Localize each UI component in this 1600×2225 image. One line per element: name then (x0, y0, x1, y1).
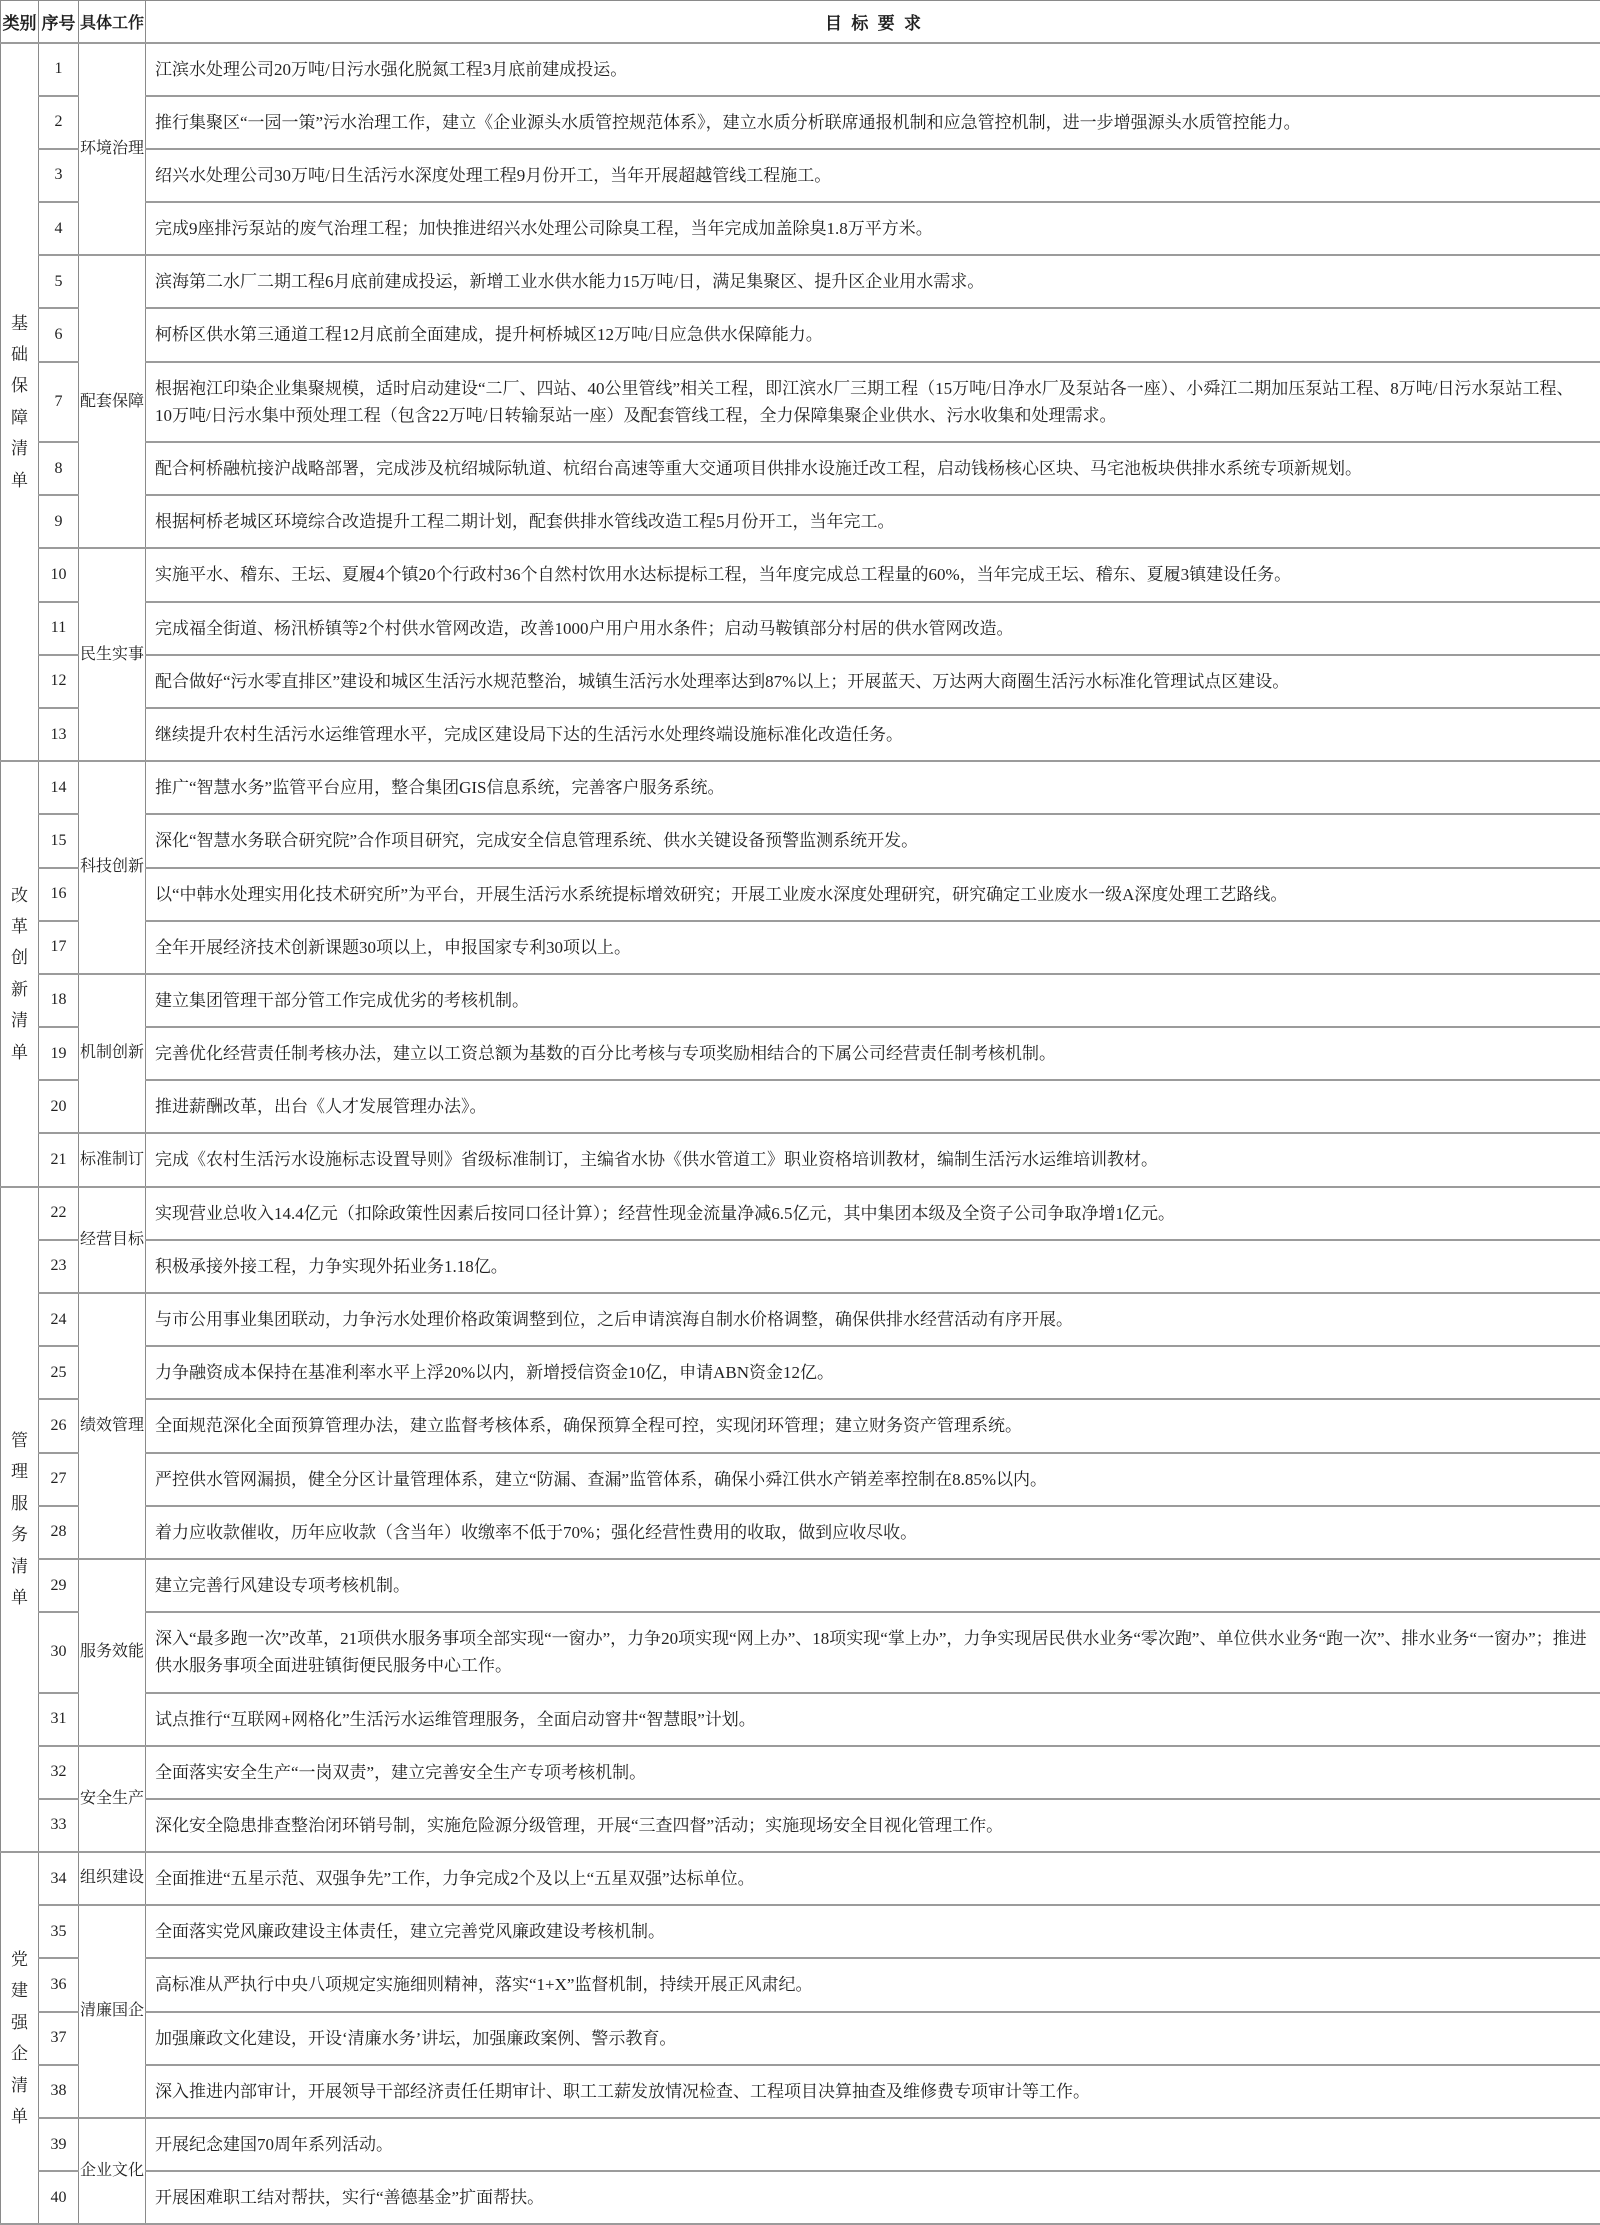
table-row (1, 2171, 1600, 2224)
table-row (1, 2012, 1600, 2065)
table-row (1, 655, 1600, 708)
target-requirement-cell: 根据袍江印染企业集聚规模，适时启动建设“二厂、四站、40公里管线”相关工程，即江滨水厂三期工程（15万吨/日净水厂及泵站各一座）、小舜江二期加压泵站工程、8万吨/日污水泵站工程、10万吨/日污水集中预处理工程（包含22万吨/日转输泵站一座）及配套管线工程，全力保障集聚企业供水、污水收集和处理需求。 (146, 362, 1600, 442)
row-number: 8 (39, 442, 79, 495)
target-requirement-cell: 完成福全街道、杨汛桥镇等2个村供水管网改造，改善1000户用户用水条件；启动马鞍镇部分村居的供水管网改造。 (146, 602, 1600, 655)
table-row (1, 255, 1600, 308)
work-group-cell: 组织建设 (79, 1852, 146, 1905)
target-requirement-cell: 建立集团管理干部分管工作完成优劣的考核机制。 (146, 974, 1600, 1027)
table-row (1, 1693, 1600, 1746)
table-row (1, 1187, 1600, 1240)
table-row (1, 1293, 1600, 1346)
table-row (1, 1346, 1600, 1399)
table-row (1, 1958, 1600, 2011)
row-number: 37 (39, 2012, 79, 2065)
target-requirement-cell: 根据柯桥老城区环境综合改造提升工程二期计划，配套供排水管线改造工程5月份开工，当年完工。 (146, 495, 1600, 548)
table-row (1, 1852, 1600, 1905)
work-group-cell: 标准制订 (79, 1133, 146, 1186)
row-number: 14 (39, 761, 79, 814)
work-group-cell: 配套保障 (79, 255, 146, 548)
row-number: 12 (39, 655, 79, 708)
header-target: 目标要求 (146, 1, 1600, 43)
work-group-cell: 经营目标 (79, 1187, 146, 1293)
target-requirement-cell: 完成9座排污泵站的废气治理工程；加快推进绍兴水处理公司除臭工程，当年完成加盖除臭1.8万平方米。 (146, 202, 1600, 255)
table-row (1, 1746, 1600, 1799)
table-row (1, 548, 1600, 601)
target-requirement-cell: 柯桥区供水第三通道工程12月底前全面建成，提升柯桥城区12万吨/日应急供水保障能力。 (146, 308, 1600, 361)
target-requirement-cell: 滨海第二水厂二期工程6月底前建成投运，新增工业水供水能力15万吨/日，满足集聚区、提升区企业用水需求。 (146, 255, 1600, 308)
row-number: 33 (39, 1799, 79, 1852)
table-row (1, 1027, 1600, 1080)
category-label: 基础保障清单 (10, 308, 29, 497)
row-number: 26 (39, 1399, 79, 1452)
row-number: 5 (39, 255, 79, 308)
table-row (1, 43, 1600, 96)
row-number: 24 (39, 1293, 79, 1346)
row-number: 21 (39, 1133, 79, 1186)
work-group-cell: 机制创新 (79, 974, 146, 1134)
table-row (1, 1612, 1600, 1692)
row-number: 3 (39, 149, 79, 202)
row-number: 29 (39, 1559, 79, 1612)
table-row (1, 708, 1600, 761)
category-label: 管理服务清单 (10, 1425, 29, 1614)
row-number: 2 (39, 96, 79, 149)
header-work: 具体工作 (79, 1, 146, 43)
table-row (1, 868, 1600, 921)
target-requirement-cell: 建立完善行风建设专项考核机制。 (146, 1559, 1600, 1612)
table-row (1, 1799, 1600, 1852)
table-row (1, 495, 1600, 548)
table-row (1, 1399, 1600, 1452)
table-row (1, 1080, 1600, 1133)
table-row (1, 362, 1600, 442)
target-requirement-cell: 全面落实党风廉政建设主体责任，建立完善党风廉政建设考核机制。 (146, 1905, 1600, 1958)
target-requirement-cell: 推广“智慧水务”监管平台应用，整合集团GIS信息系统，完善客户服务系统。 (146, 761, 1600, 814)
category-label: 改革创新清单 (10, 880, 29, 1069)
row-number: 38 (39, 2065, 79, 2118)
table-row (1, 1133, 1600, 1186)
table-row (1, 202, 1600, 255)
target-requirement-cell: 实施平水、稽东、王坛、夏履4个镇20个行政村36个自然村饮用水达标提标工程，当年度完成总工程量的60%，当年完成王坛、稽东、夏履3镇建设任务。 (146, 548, 1600, 601)
target-requirement-cell: 推进薪酬改革，出台《人才发展管理办法》。 (146, 1080, 1600, 1133)
target-requirement-cell: 与市公用事业集团联动，力争污水处理价格政策调整到位，之后申请滨海自制水价格调整，确保供排水经营活动有序开展。 (146, 1293, 1600, 1346)
table-row (1, 96, 1600, 149)
table-row (1, 602, 1600, 655)
row-number: 1 (39, 43, 79, 96)
target-requirement-cell: 全面规范深化全面预算管理办法，建立监督考核体系，确保预算全程可控，实现闭环管理；建立财务资产管理系统。 (146, 1399, 1600, 1452)
category-cell (1, 761, 39, 1187)
target-requirement-cell: 继续提升农村生活污水运维管理水平，完成区建设局下达的生活污水处理终端设施标准化改造任务。 (146, 708, 1600, 761)
target-requirement-cell: 绍兴水处理公司30万吨/日生活污水深度处理工程9月份开工，当年开展超越管线工程施工。 (146, 149, 1600, 202)
row-number: 17 (39, 921, 79, 974)
target-requirement-cell: 积极承接外接工程，力争实现外拓业务1.18亿。 (146, 1240, 1600, 1293)
target-requirement-cell: 深化安全隐患排查整治闭环销号制，实施危险源分级管理，开展“三查四督”活动；实施现场安全目视化管理工作。 (146, 1799, 1600, 1852)
header-number: 序号 (39, 1, 79, 43)
target-requirement-cell: 开展纪念建国70周年系列活动。 (146, 2118, 1600, 2171)
table-row (1, 2065, 1600, 2118)
row-number: 31 (39, 1693, 79, 1746)
table-row (1, 149, 1600, 202)
header-category: 类别 (1, 1, 39, 43)
row-number: 20 (39, 1080, 79, 1133)
table-row (1, 1240, 1600, 1293)
target-requirement-cell: 全面推进“五星示范、双强争先”工作，力争完成2个及以上“五星双强”达标单位。 (146, 1852, 1600, 1905)
table-row (1, 761, 1600, 814)
row-number: 6 (39, 308, 79, 361)
row-number: 15 (39, 814, 79, 867)
row-number: 10 (39, 548, 79, 601)
row-number: 40 (39, 2171, 79, 2224)
target-requirement-cell: 全年开展经济技术创新课题30项以上，申报国家专利30项以上。 (146, 921, 1600, 974)
target-requirement-cell: 高标准从严执行中央八项规定实施细则精神，落实“1+X”监督机制，持续开展正风肃纪。 (146, 1958, 1600, 2011)
target-requirement-cell: 江滨水处理公司20万吨/日污水强化脱氮工程3月底前建成投运。 (146, 43, 1600, 96)
target-requirement-cell: 配合柯桥融杭接沪战略部署，完成涉及杭绍城际轨道、杭绍台高速等重大交通项目供排水设施迁改工程，启动钱杨核心区块、马宅池板块供排水系统专项新规划。 (146, 442, 1600, 495)
target-requirement-cell: 开展困难职工结对帮扶，实行“善德基金”扩面帮扶。 (146, 2171, 1600, 2224)
table-row (1, 814, 1600, 867)
work-group-cell: 绩效管理 (79, 1293, 146, 1559)
category-cell (1, 1852, 39, 2224)
target-requirement-cell: 力争融资成本保持在基准利率水平上浮20%以内，新增授信资金10亿，申请ABN资金12亿。 (146, 1346, 1600, 1399)
target-requirement-cell: 全面落实安全生产“一岗双责”，建立完善安全生产专项考核机制。 (146, 1746, 1600, 1799)
table-row (1, 974, 1600, 1027)
table-row (1, 442, 1600, 495)
table-row (1, 1506, 1600, 1559)
row-number: 27 (39, 1453, 79, 1506)
work-group-cell: 清廉国企 (79, 1905, 146, 2118)
target-requirement-cell: 配合做好“污水零直排区”建设和城区生活污水规范整治，城镇生活污水处理率达到87%以上；开展蓝天、万达两大商圈生活污水标准化管理试点区建设。 (146, 655, 1600, 708)
work-group-cell: 安全生产 (79, 1746, 146, 1852)
table-row (1, 308, 1600, 361)
target-requirement-cell: 推行集聚区“一园一策”污水治理工作，建立《企业源头水质管控规范体系》，建立水质分析联席通报机制和应急管控机制，进一步增强源头水质管控能力。 (146, 96, 1600, 149)
target-requirement-cell: 深化“智慧水务联合研究院”合作项目研究，完成安全信息管理系统、供水关键设备预警监测系统开发。 (146, 814, 1600, 867)
work-group-cell: 环境治理 (79, 43, 146, 256)
target-requirement-cell: 以“中韩水处理实用化技术研究所”为平台，开展生活污水系统提标增效研究；开展工业废水深度处理研究，研究确定工业废水一级A深度处理工艺路线。 (146, 868, 1600, 921)
target-requirement-cell: 严控供水管网漏损，健全分区计量管理体系，建立“防漏、查漏”监管体系，确保小舜江供水产销差率控制在8.85%以内。 (146, 1453, 1600, 1506)
target-requirement-cell: 完善优化经营责任制考核办法，建立以工资总额为基数的百分比考核与专项奖励相结合的下属公司经营责任制考核机制。 (146, 1027, 1600, 1080)
work-group-cell: 科技创新 (79, 761, 146, 974)
work-group-cell: 服务效能 (79, 1559, 146, 1746)
row-number: 32 (39, 1746, 79, 1799)
row-number: 9 (39, 495, 79, 548)
row-number: 16 (39, 868, 79, 921)
row-number: 30 (39, 1612, 79, 1692)
row-number: 25 (39, 1346, 79, 1399)
target-requirement-cell: 着力应收款催收，历年应收款（含当年）收缴率不低于70%；强化经营性费用的收取，做到应收尽收。 (146, 1506, 1600, 1559)
row-number: 28 (39, 1506, 79, 1559)
target-requirement-cell: 完成《农村生活污水设施标志设置导则》省级标准制订，主编省水协《供水管道工》职业资格培训教材，编制生活污水运维培训教材。 (146, 1133, 1600, 1186)
category-label: 党建强企清单 (10, 1944, 29, 2133)
row-number: 13 (39, 708, 79, 761)
row-number: 19 (39, 1027, 79, 1080)
target-requirement-cell: 加强廉政文化建设，开设‘清廉水务’讲坛，加强廉政案例、警示教育。 (146, 2012, 1600, 2065)
row-number: 22 (39, 1187, 79, 1240)
row-number: 4 (39, 202, 79, 255)
table-row (1, 921, 1600, 974)
work-group-cell: 民生实事 (79, 548, 146, 761)
table-row (1, 1453, 1600, 1506)
header-row (1, 1, 1600, 43)
row-number: 18 (39, 974, 79, 1027)
table-row (1, 2118, 1600, 2171)
target-requirement-cell: 深入推进内部审计，开展领导干部经济责任任期审计、职工工薪发放情况检查、工程项目决算抽查及维修费专项审计等工作。 (146, 2065, 1600, 2118)
table-row (1, 1905, 1600, 1958)
target-requirement-cell: 试点推行“互联网+网格化”生活污水运维管理服务，全面启动窨井“智慧眼”计划。 (146, 1693, 1600, 1746)
target-requirement-cell: 实现营业总收入14.4亿元（扣除政策性因素后按同口径计算）；经营性现金流量净减6.5亿元，其中集团本级及全资子公司争取净增1亿元。 (146, 1187, 1600, 1240)
row-number: 34 (39, 1852, 79, 1905)
row-number: 39 (39, 2118, 79, 2171)
row-number: 11 (39, 602, 79, 655)
row-number: 36 (39, 1958, 79, 2011)
table-row (1, 1559, 1600, 1612)
row-number: 35 (39, 1905, 79, 1958)
row-number: 23 (39, 1240, 79, 1293)
work-group-cell: 企业文化 (79, 2118, 146, 2224)
category-cell (1, 1187, 39, 1852)
row-number: 7 (39, 362, 79, 442)
category-cell (1, 43, 39, 762)
target-requirement-cell: 深入“最多跑一次”改革，21项供水服务事项全部实现“一窗办”，力争20项实现“网上办”、18项实现“掌上办”，力争实现居民供水业务“零次跑”、单位供水业务“跑一次”、排水业务“一窗办”；推进供水服务事项全面进驻镇街便民服务中心工作。 (146, 1612, 1600, 1692)
